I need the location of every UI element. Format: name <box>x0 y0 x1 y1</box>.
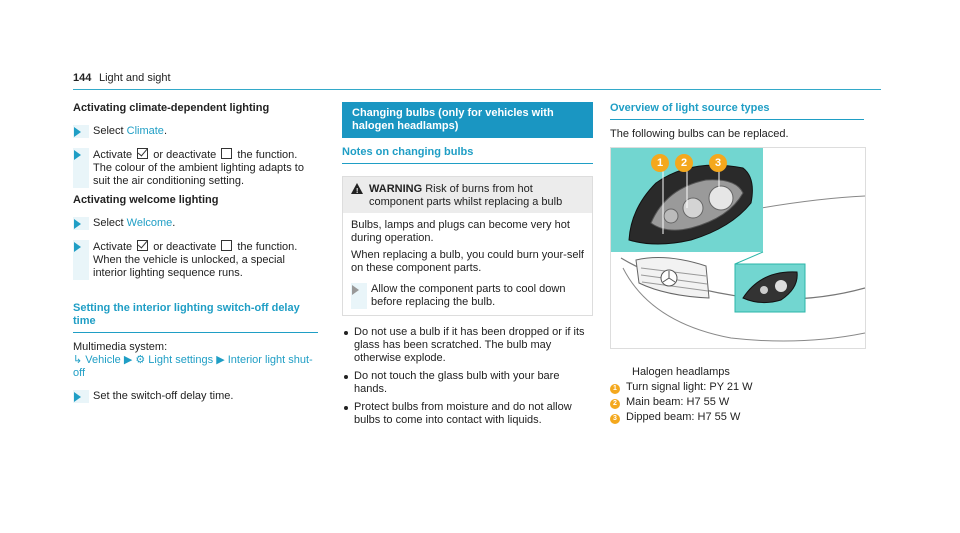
bullet-list <box>342 326 593 427</box>
heading-climate-lighting: Activating climate-dependent lighting <box>73 102 270 114</box>
path-light-settings[interactable]: Light settings <box>148 354 214 366</box>
overview-intro: The following bulbs can be replaced. <box>610 128 789 140</box>
page-header-title: Light and sight <box>99 72 171 84</box>
warning-step: Allow the component parts to cool down before replacing the bulb. <box>351 283 584 309</box>
path-interior-light[interactable]: Interior light shut-off <box>73 354 313 379</box>
number-badge-icon: 2 <box>610 399 620 409</box>
warning-text: Risk of burns from hot component parts whilst replacing a bulb <box>369 183 563 208</box>
number-badge-icon: 1 <box>610 384 620 394</box>
step-activate-climate: Activate or deactivate the function. The colour of the ambient lighting adapts to suit the air conditioning setting. <box>73 148 318 188</box>
checkbox-empty-icon <box>221 240 232 251</box>
climate-link[interactable]: Climate <box>126 125 164 137</box>
welcome-link[interactable]: Welcome <box>126 217 173 229</box>
multimedia-label: Multimedia system: <box>73 341 168 353</box>
column-middle <box>342 102 593 432</box>
step-arrow-icon <box>74 150 81 160</box>
headlamp-drawing <box>611 148 865 348</box>
notes-rule <box>342 163 593 164</box>
section-banner: Changing bulbs (only for vehicles with halogen headlamps) <box>342 102 593 138</box>
step-select-climate: Select Climate. <box>73 125 318 138</box>
warning-triangle-icon: ! <box>351 183 363 194</box>
figure-legend <box>610 366 864 424</box>
step-arrow-icon <box>74 219 81 229</box>
step-arrow-icon <box>74 127 81 137</box>
checkbox-checked-icon <box>137 148 148 159</box>
warning-box <box>342 176 593 316</box>
menu-path <box>73 354 318 380</box>
section-title-switch-off: Setting the interior lighting switch-off delay time <box>73 302 300 327</box>
checkbox-checked-icon <box>137 240 148 251</box>
header-rule <box>73 89 881 90</box>
step-arrow-icon <box>352 285 359 295</box>
light-settings-icon: ⚙ <box>135 354 146 366</box>
number-badge-icon: 3 <box>610 414 620 424</box>
column-left <box>73 102 318 413</box>
list-item: Do not touch the glass bulb with your bare hands. <box>342 370 593 396</box>
path-start-icon: ↳ <box>73 354 83 366</box>
step-arrow-icon <box>74 392 81 402</box>
callout-marker-2: 2 <box>675 153 699 172</box>
overview-rule <box>610 119 864 120</box>
section-rule <box>73 332 318 333</box>
warning-label: WARNING <box>369 183 423 195</box>
path-separator-icon: ▶ <box>216 354 225 366</box>
warning-header <box>343 177 592 213</box>
warning-paragraph: Bulbs, lamps and plugs can become very hot during operation. <box>351 219 570 244</box>
legend-item-1: 1 Turn signal light: PY 21 W <box>610 381 864 394</box>
list-item: Protect bulbs from moisture and do not allow bulbs to come into contact with liquids. <box>342 401 593 427</box>
step-activate-welcome: Activate or deactivate the function. When the vehicle is unlocked, a special interior lighting sequence runs. <box>73 240 318 280</box>
list-item: Do not use a bulb if it has been dropped or if its glass has been scratched. The bulb may otherwise explode. <box>342 326 593 365</box>
step-select-welcome: Select Welcome. <box>73 217 318 230</box>
step-arrow-icon <box>74 242 81 252</box>
step-set-delay: Set the switch-off delay time. <box>73 390 318 403</box>
notes-heading: Notes on changing bulbs <box>342 146 474 158</box>
path-separator-icon: ▶ <box>123 354 133 366</box>
callout-marker-3: 3 <box>709 153 733 172</box>
checkbox-empty-icon <box>221 148 232 159</box>
headlamp-illustration <box>610 147 866 349</box>
page-number: 144 <box>73 72 92 84</box>
legend-item-3: 3 Dipped beam: H7 55 W <box>610 411 864 424</box>
warning-paragraph: When replacing a bulb, you could burn your-self on these component parts. <box>351 249 584 274</box>
column-right <box>610 102 864 141</box>
path-vehicle[interactable]: Vehicle <box>85 354 121 366</box>
legend-item-2: 2 Main beam: H7 55 W <box>610 396 864 409</box>
overview-heading: Overview of light source types <box>610 102 770 114</box>
figure-caption: Halogen headlamps <box>632 366 730 378</box>
heading-welcome-lighting: Activating welcome lighting <box>73 194 219 206</box>
callout-marker-1: 1 <box>651 153 675 172</box>
